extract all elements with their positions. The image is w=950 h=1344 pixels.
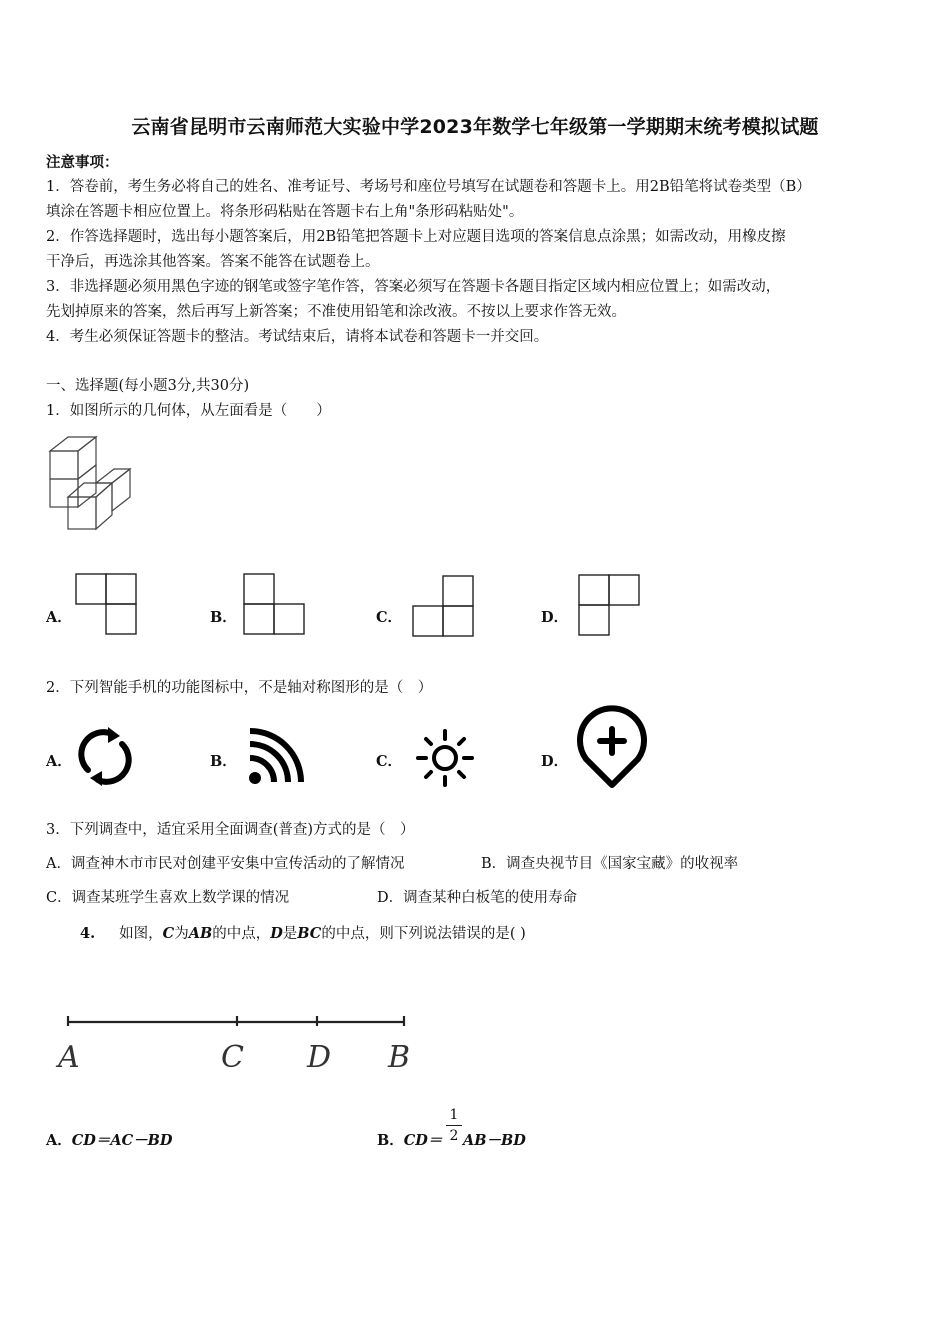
q1-option-d-figure bbox=[578, 574, 640, 636]
q3-option-c[interactable]: C．调查某班学生喜欢上数学课的情况 bbox=[46, 890, 290, 906]
point-label-d: D bbox=[307, 1040, 332, 1075]
q1-option-b-label[interactable]: B． bbox=[210, 609, 237, 626]
q1-option-a-figure bbox=[75, 573, 137, 635]
q1-option-b-figure bbox=[243, 573, 305, 635]
q1-option-d-label[interactable]: D． bbox=[541, 609, 569, 626]
q1-solid-figure bbox=[48, 435, 138, 535]
notice-line: 2．作答选择题时，选出每小题答案后，用2B铅笔把答题卡上对应题目选项的答案信息点涂黑；如需改动，用橡皮擦 bbox=[46, 229, 786, 245]
point-label-c: C bbox=[221, 1040, 244, 1075]
refresh-icon bbox=[74, 726, 136, 788]
section-heading: 一、选择题(每小题3分,共30分) bbox=[46, 378, 250, 394]
fraction-half: 1 2 bbox=[446, 1106, 462, 1145]
q3-option-b[interactable]: B．调查央视节目《国家宝藏》的收视率 bbox=[481, 856, 739, 872]
q2-option-c-label[interactable]: C． bbox=[376, 753, 403, 770]
q1-option-a-label[interactable]: A． bbox=[46, 609, 72, 626]
q3-option-a[interactable]: A．调查神木市市民对创建平安集中宣传活动的了解情况 bbox=[46, 856, 405, 872]
question-1-stem: 1．如图所示的几何体，从左面看是（ ） bbox=[46, 403, 331, 419]
q1-option-c-figure bbox=[412, 575, 474, 637]
q1-option-c-label[interactable]: C． bbox=[376, 609, 403, 626]
point-label-a: A bbox=[58, 1040, 80, 1075]
location-plus-icon bbox=[576, 709, 648, 789]
question-3-stem: 3．下列调查中，适宜采用全面调查(普查)方式的是（ ） bbox=[46, 822, 415, 838]
q4-segment-figure bbox=[55, 1012, 425, 1074]
question-2-stem: 2．下列智能手机的功能图标中，不是轴对称图形的是（ ） bbox=[46, 680, 433, 696]
q2-option-b-label[interactable]: B． bbox=[210, 753, 237, 770]
notice-line: 先划掉原来的答案，然后再写上新答案；不准使用铅笔和涂改液。不按以上要求作答无效。 bbox=[46, 304, 626, 320]
notice-line: 填涂在答题卡相应位置上。将条形码粘贴在答题卡右上角"条形码粘贴处"。 bbox=[46, 204, 524, 220]
question-4-stem: 4. 如图，C为AB的中点，D是BC的中点，则下列说法错误的是( ) bbox=[80, 925, 526, 942]
q4-option-a[interactable]: A．CD＝AC－BD bbox=[46, 1132, 173, 1149]
notice-line: 1．答卷前，考生务必将自己的姓名、准考证号、考场号和座位号填写在试题卷和答题卡上。用2B铅笔将试卷类型（B） bbox=[46, 179, 811, 195]
q4-option-b[interactable]: B．CD＝ bbox=[377, 1132, 443, 1149]
question-number: 4. bbox=[80, 925, 96, 942]
notice-line: 干净后，再选涂其他答案。答案不能答在试题卷上。 bbox=[46, 254, 380, 270]
q2-option-d-label[interactable]: D． bbox=[541, 753, 569, 770]
notice-heading: 注意事项： bbox=[46, 154, 119, 171]
q3-option-d[interactable]: D．调查某种白板笔的使用寿命 bbox=[377, 890, 578, 906]
notice-line: 4．考生必须保证答题卡的整洁。考试结束后，请将本试卷和答题卡一并交回。 bbox=[46, 329, 549, 345]
page-title: 云南省昆明市云南师范大实验中学2023年数学七年级第一学期期末统考模拟试题 bbox=[131, 116, 819, 138]
q4-option-b-rhs: AB－BD bbox=[463, 1132, 526, 1149]
sun-icon bbox=[414, 729, 476, 787]
wifi-signal-icon bbox=[247, 728, 305, 788]
q2-option-a-label[interactable]: A． bbox=[46, 753, 72, 770]
notice-line: 3．非选择题必须用黑色字迹的钢笔或签字笔作答，答案必须写在答题卡各题目指定区域内相应位置上；如需改动， bbox=[46, 279, 781, 295]
point-label-b: B bbox=[388, 1040, 411, 1075]
